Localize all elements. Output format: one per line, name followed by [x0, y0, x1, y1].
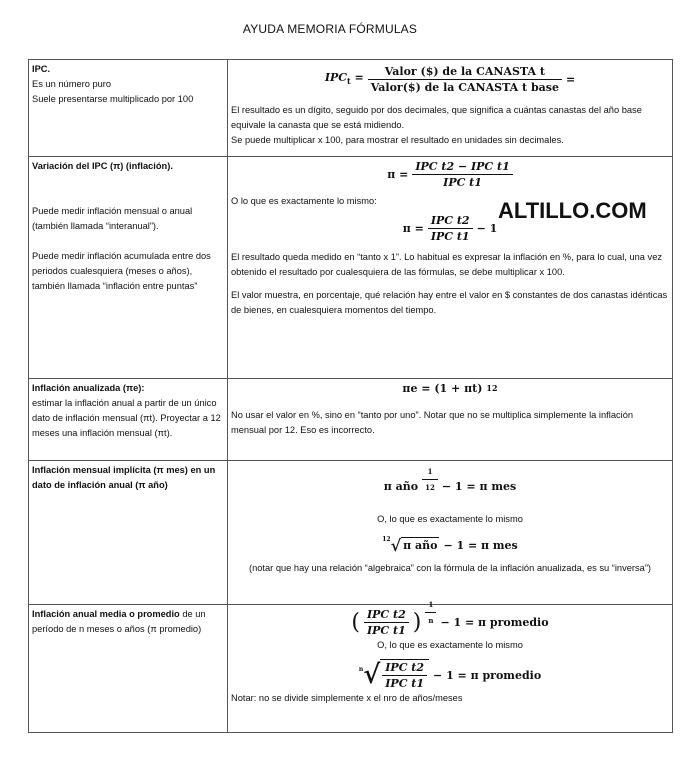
fraction-numerator: Valor ($) de la CANASTA t: [368, 64, 562, 80]
exponent-denominator: 12: [425, 483, 435, 492]
ipc-fraction: [368, 64, 562, 95]
fraction-denominator: IPC t1: [430, 230, 470, 243]
row-label-cell: [29, 461, 228, 605]
ipc-explanation: El resultado es un dígito, seguido por dos decimales, que significa a cuántas canastas del año base equivale la canasta que se está midiendo.: [231, 105, 642, 130]
row-label-cell: [29, 379, 228, 461]
average-formula-2: [231, 659, 669, 691]
formula-tail: − 1: [476, 222, 498, 235]
table-row-average: [29, 605, 673, 733]
fraction-denominator: IPC t1: [443, 176, 482, 189]
fraction-denominator: IPC t1: [385, 677, 425, 690]
row-formula-cell: [228, 600, 673, 733]
root-index: n: [358, 665, 364, 673]
open-paren-icon: (: [351, 610, 360, 635]
formula-lhs: π =: [402, 222, 424, 235]
fraction-numerator: IPC t2: [364, 607, 409, 623]
ipc-explanation-2: Se puede multiplicar x 100, para mostrar el resultado en unidades sin decimales.: [231, 135, 564, 145]
formula-sub: t: [347, 76, 351, 87]
close-paren-icon: ): [412, 610, 422, 635]
watermark-logo: ALTILLO.COM: [498, 198, 647, 223]
formula-tail: − 1 = π promedio: [440, 616, 549, 629]
row-description-2: Puede medir inflación acumulada entre dos periodos cualesquiera (meses o años), también llamada “inflación entre puntas”: [32, 251, 211, 291]
row-heading: Inflación anualizada (πe):: [32, 383, 145, 393]
formula-exponent: 12: [486, 383, 498, 393]
equivalence-text: O, lo que es exactamente lo mismo: [377, 514, 523, 524]
table-row-ipc: [29, 60, 673, 157]
exponent-numerator: 1: [425, 597, 436, 613]
row-heading: Variación del IPC (π) (inflación).: [32, 161, 173, 171]
row-formula-cell: [228, 461, 673, 605]
fraction-numerator: IPC t2: [428, 213, 473, 229]
exponent-numerator: 1: [422, 464, 438, 480]
formula-tail: − 1 = π promedio: [433, 668, 542, 682]
formula-exponent-fraction: [425, 597, 436, 628]
table-row-implicit-monthly: [29, 461, 673, 605]
formula-table: [28, 59, 673, 733]
radicand: π año: [403, 539, 438, 552]
inflation-formula-1: [231, 159, 669, 190]
heading-bold: Inflación anual media o promedio: [32, 609, 180, 619]
average-fraction-2: [380, 659, 429, 691]
row-description: estimar la inflación anual a partir de un único dato de inflación mensual (πt). Proyectar a 12 meses una inflación mensual (πt).: [32, 398, 221, 438]
implicit-note: (notar que hay una relación “algebraica” con la fórmula de la inflación anualizada, es su “inversa”): [248, 563, 652, 573]
radical-sign-icon: √: [390, 535, 402, 555]
fraction-numerator: IPC t2 − IPC t1: [412, 159, 512, 175]
formula-eq: =: [350, 70, 364, 84]
heading-rest: de un período de n meses o años (π promedio): [32, 609, 206, 634]
inflation-explanation: El resultado queda medido en “tanto x 1”. Lo habitual es expresar la inflación en %, para lo cual, una vez obtenido el resultado por cualesquiera de las fórmulas, se debe multiplicar x 100.: [231, 252, 663, 277]
table-row-inflation: [29, 157, 673, 379]
root-index: 12: [382, 535, 391, 543]
formula-exponent-fraction: [422, 464, 438, 495]
inflation-fraction-2: [428, 213, 473, 244]
inflation-fraction-1: [412, 159, 512, 190]
fraction-denominator: IPC t1: [367, 624, 406, 637]
row-description: Puede medir inflación mensual o anual (también llamada “interanual”).: [32, 206, 193, 231]
implicit-formula-1: [231, 467, 669, 502]
nth-root: [359, 659, 429, 691]
exponent-denominator: n: [428, 616, 434, 625]
nth-root: [382, 537, 439, 553]
row-label-cell: [29, 157, 228, 379]
formula-lhs: IPC: [324, 70, 347, 84]
row-description: Es un número puro: [32, 79, 112, 89]
fraction-denominator: Valor($) de la CANASTA t base: [370, 81, 559, 94]
formula-tail: =: [565, 73, 576, 86]
formula-main: πe = (1 + πt): [402, 382, 483, 395]
formula-base: π año: [383, 480, 419, 493]
row-heading: Inflación mensual implícita (π mes) en un dato de inflación anual (π año): [32, 465, 216, 490]
annualized-note: No usar el valor en %, sino en “tanto por uno”. Notar que no se multiplica simplemente la inflación mensual por 12. Eso es incorrecto.: [231, 410, 634, 435]
fraction-numerator: IPC t2: [382, 660, 427, 676]
equivalence-text: O, lo que es exactamente lo mismo: [377, 640, 523, 650]
formula-tail: − 1 = π mes: [443, 538, 518, 552]
row-description: Suele presentarse multiplicado por 100: [32, 94, 194, 104]
row-formula-cell: [228, 157, 673, 379]
radical-sign-icon: √: [363, 659, 381, 690]
table-row-annualized: [29, 379, 673, 461]
row-heading: [32, 607, 224, 637]
ipc-formula: [231, 64, 669, 95]
formula-lhs: π =: [387, 168, 409, 181]
row-formula-cell: [228, 379, 673, 461]
row-label-cell: [29, 605, 228, 733]
equivalence-text: O lo que es exactamente lo mismo:: [231, 196, 377, 206]
inflation-explanation-2: El valor muestra, en porcentaje, qué relación hay entre el valor en $ constantes de dos canastas idénticas de bienes, en cualesquiera momentos del tiempo.: [231, 290, 668, 315]
annualized-formula: [231, 381, 669, 396]
row-formula-cell: [228, 60, 673, 157]
average-note: Notar: no se divide simplemente x el nro de años/meses: [231, 693, 463, 703]
page-title: AYUDA MEMORIA FÓRMULAS: [242, 22, 418, 36]
formula-tail: − 1 = π mes: [441, 480, 517, 493]
average-fraction-1: [364, 607, 409, 638]
average-formula-1: [231, 600, 669, 638]
row-label-cell: [29, 60, 228, 157]
implicit-formula-2: [231, 537, 669, 553]
row-heading: IPC.: [32, 64, 51, 74]
